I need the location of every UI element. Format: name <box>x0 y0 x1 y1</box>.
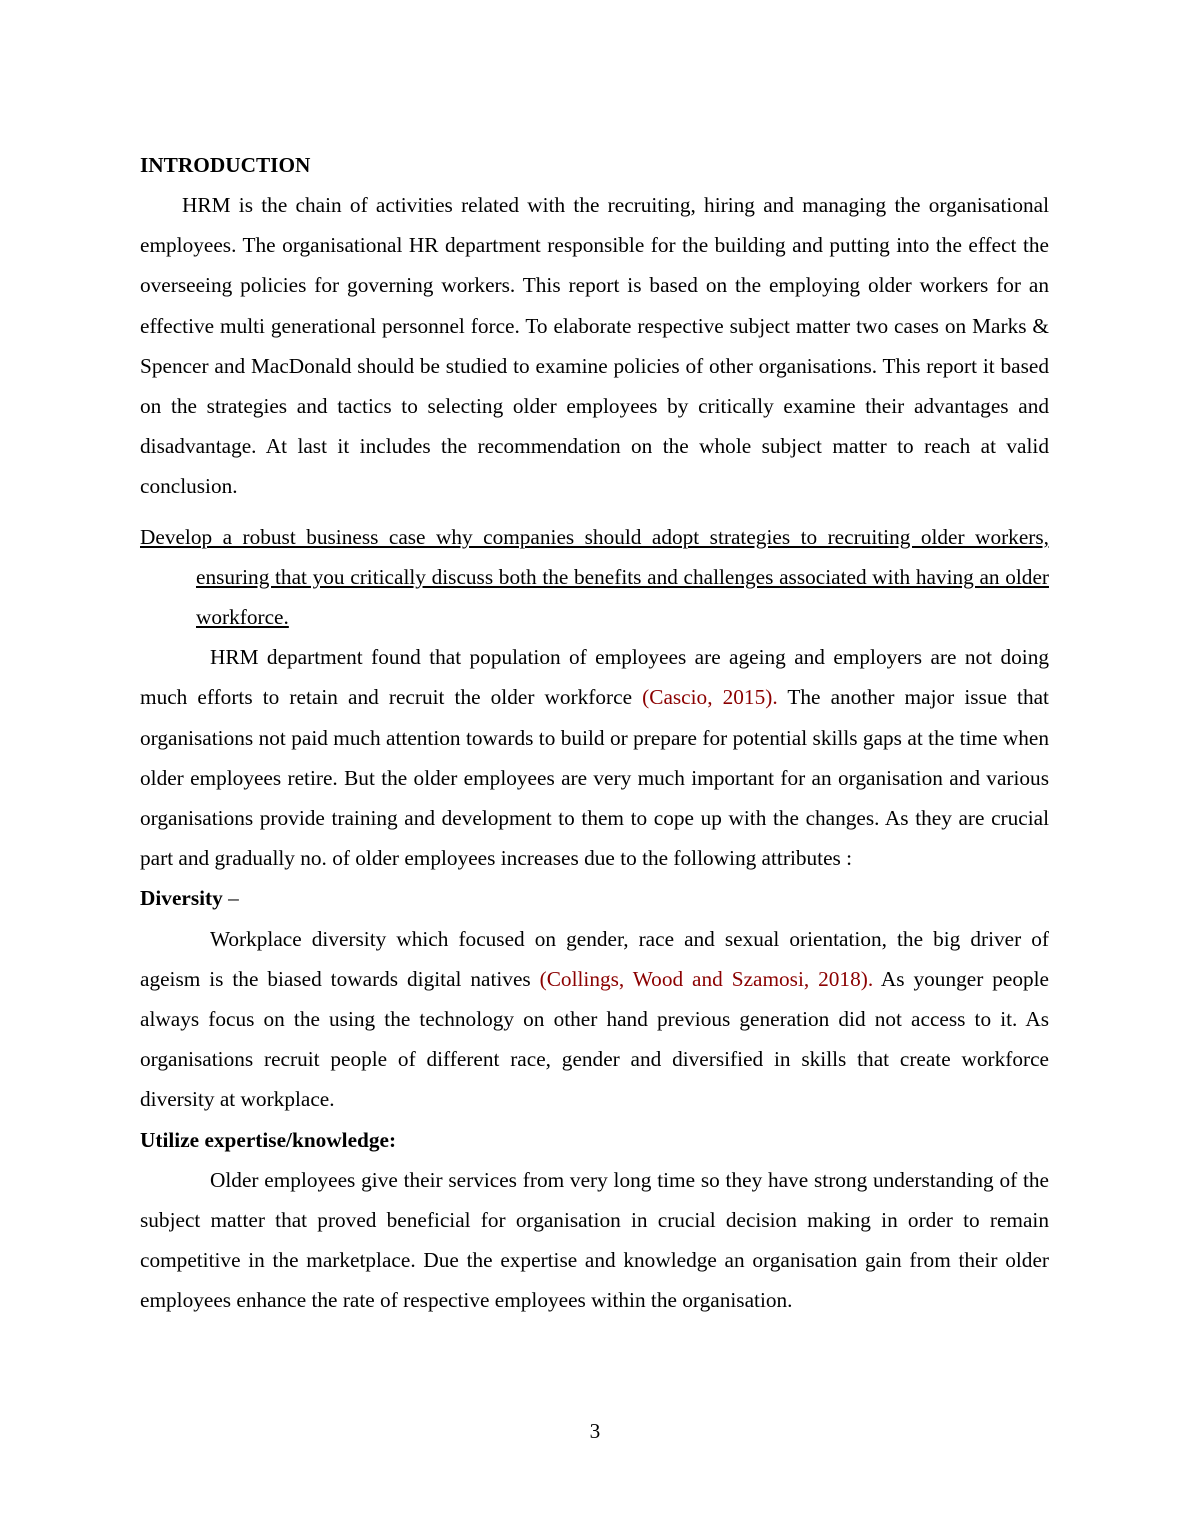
expertise-heading: Utilize expertise/knowledge: <box>140 1127 397 1152</box>
section-heading: INTRODUCTION <box>140 153 311 177</box>
expertise-paragraph: Older employees give their services from very long time so they have strong understanding of the subject matter that proved beneficial for organisation in crucial decision making in order to remain competitive in the marketplace. Due the expertise and knowledge an organisation gain from their older employees enhance the rate of respective employees within the organisation. <box>140 1167 1049 1313</box>
diversity-dash: – <box>222 886 239 911</box>
ageing-text-start: HRM department found that population of employees are ageing and employers are not doing much efforts to retain and recruit the older workforce <box>140 645 1049 710</box>
page-number: 3 <box>589 1419 601 1443</box>
diversity-text-end: As younger people always focus on the using the technology on other hand previous generation did not access to it. As organisations recruit people of different race, gender and diversified in skills that create workforce diversity at workplace. <box>140 966 1049 1112</box>
citation-cascio: (Cascio, 2015). <box>642 685 778 710</box>
ageing-text-end: The another major issue that organisations not paid much attention towards to build or prepare for potential skills gaps at the time when older employees retire. But the older employees are very much important for an organisation and various organisations provide training and development to them to cope up with the changes. As they are crucial part and gradually no. of older employees increases due to the following attributes : <box>140 685 1049 871</box>
diversity-title: Diversity <box>140 886 223 911</box>
page-content <box>140 150 1049 1321</box>
diversity-paragraph <box>140 919 1049 1120</box>
diversity-heading <box>140 878 1049 918</box>
intro-paragraph: HRM is the chain of activities related with the recruiting, hiring and managing the organisational employees. The organisational HR department responsible for the building and putting into the effect the overseeing policies for governing workers. This report is based on the employing older workers for an effective multi generational personnel force. To elaborate respective subject matter two cases on Marks & Spencer and MacDonald should be studied to examine policies of other organisations. This report it based on the strategies and tactics to selecting older employees by critically examine their advantages and disadvantage. At last it includes the recommendation on the whole subject matter to reach at valid conclusion. <box>140 193 1049 499</box>
task-heading: Develop a robust business case why companies should adopt strategies to recruiting older workers, ensuring that you critically discuss both the benefits and challenges associated with having an older workforce. <box>140 524 1049 630</box>
citation-collings: (Collings, Wood and Szamosi, 2018). <box>539 966 874 991</box>
ageing-paragraph <box>140 637 1049 878</box>
diversity-text-start: Workplace diversity which focused on gender, race and sexual orientation, the big driver of ageism is the biased towards digital natives <box>140 926 1049 991</box>
